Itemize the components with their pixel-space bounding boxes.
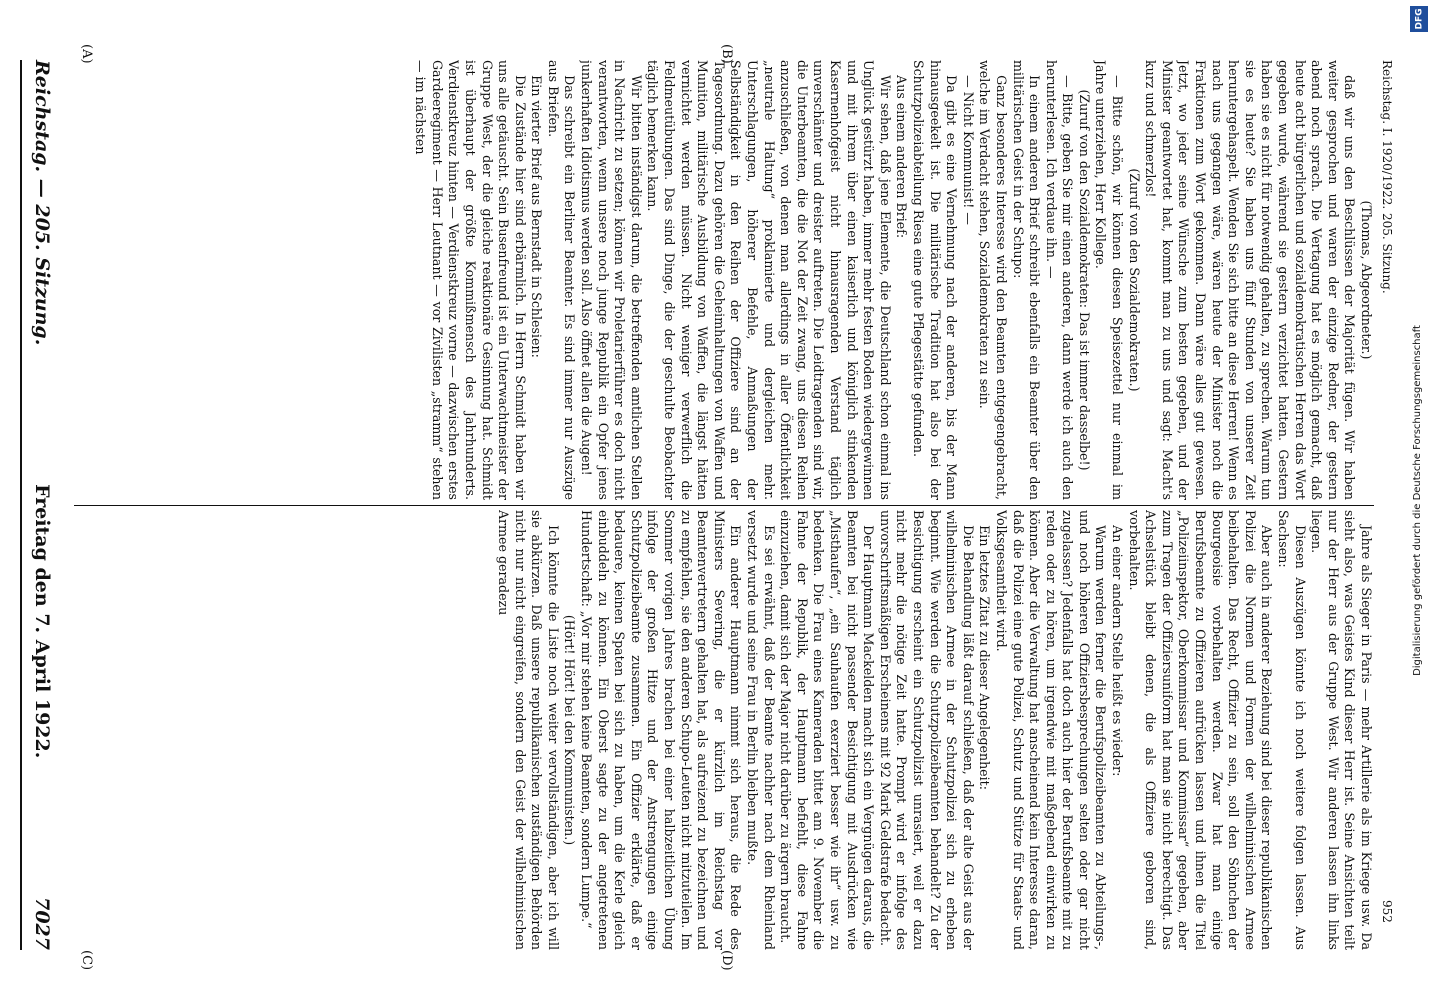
right-column: [74, 510, 1374, 950]
paragraph: (Hört! Hört! bei den Kommunisten.): [562, 614, 578, 846]
paragraph: Ein vierter Brief aus Bernstadt in Schlesien:: [529, 75, 545, 358]
paragraph: (Thomas, Abgeordneter.): [1359, 200, 1374, 360]
page-header: [20, 60, 62, 950]
paragraph: Diesen Auszügen könnte ich noch weitere folgen lassen. Aus Sachsen:: [1276, 510, 1308, 950]
paragraph: An einer andern Stelle heißt es wieder:: [1110, 525, 1126, 777]
paragraph: Es sei erwähnt, daß der Beamte nachher nach dem Rheinland versetzt wurde und seine Frau in Berlin bleiben mußte.: [745, 510, 777, 950]
header-date: Freitag den 7. April 1922.: [31, 484, 53, 759]
marker-c: (C): [79, 950, 94, 971]
paragraph: Aus einem anderen Brief:: [894, 75, 910, 239]
footer-page: 952: [1380, 900, 1394, 923]
paragraph: Aber auch in anderer Beziehung sind bei dieser republikanischen Polizei die Normen und Formen der wilhelminischen Armee beibehalten. Das Recht, Offizier zu sein, soll den Söhnchen der Bourgeoisie vorbehalten werden. Zwar hat man einige Berufsbeamte zu Offizieren aufrücken lassen und ihnen die Titel „Polizeiinspektor, Oberkommissar und Kommissar“ gegeben, aber zum Tragen der Offiziersuniform hat man sie nicht berechtigt. Das Achselstück bleibt denen, die als Offiziere geboren sind, vorbehalten.: [1126, 510, 1275, 950]
paragraph: Da gibt es eine Vernehmung nach der anderen, bis der Mann hinausgeekelt ist. Die militärische Tradition hat also bei der Schutzpolizeiabteilung Riesa eine gute Pflegestätte gefunden.: [910, 60, 960, 500]
paragraph: Ich könnte die Liste noch weiter vervollständigen, aber ich will sie abkürzen. Daß unsere republikanischen zuständigen Behörden nicht nur nicht eingreifen, sondern den Geist der wilhelminischen Armee geradezu: [496, 510, 561, 950]
paragraph: (Zuruf von den Sozialdemokraten: Das ist immer dasselbe!): [1076, 89, 1092, 471]
paragraph: Ganz besonderes Interesse wird den Beamten entgegengebracht, welche im Verdacht stehen, Sozialdemokraten zu sein.: [977, 60, 1009, 500]
paragraph: Warum werden ferner die Berufspolizeibeamten zu Abteilungs-, und noch höheren Offiziersbesprechungen selten oder gar nicht zugelassen? Jedenfalls hat doch auch hier der Berufsbeamte mit zu reden oder zu hören, um irgendwie mit maßgebend einwirken zu können. Aber die Verwaltung hat anscheinend kein Interesse daran, daß die Polizei eine gute Polizei, Schutz und Stütze für Staats- und Volksgesamtheit wird.: [993, 510, 1109, 950]
paragraph: Ein letztes Zitat zu dieser Angelegenheit:: [977, 525, 993, 790]
header-left: Reichstag. — 205. Sitzung.: [31, 60, 53, 346]
left-column: [74, 60, 1374, 500]
digitization-note: Digitalisierung gefördert durch die Deutsche Forschungsgemeinschaft: [1411, 324, 1423, 676]
paragraph: (Zuruf von den Sozialdemokraten.): [1126, 168, 1142, 392]
paragraph: daß wir uns den Beschlüssen der Majorität fügen. Wir haben weiter gesprochen und waren der einzige Redner, der gestern abend noch sprach. Die Vertagung hat es möglich gemacht, daß heute acht bürgerlichen und sozialdemokratischen Herren das Wort gegeben wurde, während sie gestern verzichtet hatten. Gestern haben sie es nicht für notwendig gehalten, zu sprechen. Warum tun sie es heute? Sie haben uns fünf Stunden von unserer Zeit heruntergehaspelt. Wenden Sie sich bitte an diese Herren! Wenn es nach uns gegangen wäre, wären heute der Minister noch die Fraktionen zum Wort gekommen. Dann wäre alles gut gewesen. Jetzt, wo jeder seine Wünsche zum besten gegeben, und der Minister geantwortet hat, kommt man zu uns und sagt: Macht's kurz und schmerzlos!: [1143, 60, 1358, 500]
footer-left: Reichstag. I. 1920/1922. 205. Sitzung.: [1380, 60, 1394, 294]
paragraph: — Nicht Kommunist! —: [960, 75, 976, 225]
paragraph: Wir bitten inständigst darum, die betreffenden amtlichen Stellen in Nachricht zu setzen; können wir Proletarierführer es doch nicht verantworten, wenn unsere noch junge Republik ein Opfer jenes junkerhaften Idiotismus werden soll. Also öffnet allen die Augen!: [579, 60, 644, 500]
column-divider: [74, 505, 1374, 506]
paragraph: — Bitte schön, wir können diesen Speisezettel nur einmal im Jahre unterziehen, Herr Kollege.: [1093, 60, 1126, 500]
paragraph: Die Behandlung läßt darauf schließen, daß der alte Geist aus der wilhelminischen Armee in der Schutzpolizei sich zu erheben beginnt. Wie werden die Schutzpolizeibeamten behandelt? Zu der Besichtigung erscheint ein Schutzpolizist unrasiert, weil er dazu nicht mehr die nötige Zeit hatte. Prompt wird er infolge des unvorschriftsmäßigen Erscheinens mit 92 Mark Geldstrafe bedacht.: [877, 510, 976, 950]
paragraph: Jahre als Sieger in Paris — mehr Artillerie als im Kriege usw. Da sieht also, was Geistes Kind dieser Herr ist. Seine Ansichten teilt nur der Herr aus der Gruppe West. Wir anderen lassen ihn links liegen.: [1309, 510, 1374, 950]
paragraph: Das schreibt ein Berliner Beamter. Es sind immer nur Auszüge aus Briefen.: [545, 60, 578, 500]
paragraph: Der Hauptmann Mackelden macht sich ein Vergnügen daraus, die Beamten bei nicht passender Besichtigung mit Ausdrücken wie „Misthaufen“, „ein Sauhaufen exerziert besser wie ihr“ usw. zu bedenken. Die Frau eines Kameraden bittet am 9. November die Fahne der Republik, der Hauptmann befiehlt, diese Fahne einzuziehen, damit sich der Major nicht darüber zu ärgern braucht.: [778, 510, 877, 950]
paragraph: Ein anderer Hauptmann nimmt sich heraus, die Rede des Ministers Severing, die er kürzlich im Reichstag vor Beamtenvertretern gehalten hat, als aufreizend zu bezeichnen und zu empfehlen, sie den anderen Schupo-Leuten nicht mitzuteilen. Im Sommer vorigen Jahres brachen bei einer halbzeitlichen Übung infolge der großen Hitze und der Anstrengungen einige Schutzpolizeibeamte zusammen. Ein Offizier erklärte, daß er bedauere, keinen Spaten bei sich zu haben, um die Kerle gleich einbuddeln zu können. Ein Oberst sagte zu der angetretenen Hundertschaft: „Vor mir stehen keine Beamten, sondern Lumpe.“: [579, 510, 744, 950]
marker-a: (A): [79, 44, 94, 64]
marker-d: (D): [719, 950, 734, 971]
page-number: 7027: [31, 897, 53, 950]
paragraph: Wir sehen, daß jene Elemente, die Deutschland schon einmal ins Unglück gestürzt haben, immer mehr festen Boden wiedergewinnen und mit ihrem über einen kaiserlich und königlich stinkenden Kasernenhofgeist nicht hinausragenden Verstand täglich unverschämter und dreister auftreten. Die Leidtragenden sind wir, die Unterbeamten, die die Not der Zeit zwang, uns diesen Reihen anzuschließen, von denen man allerdings in aller Öffentlichkeit „neutrale Haltung“ proklamierte und dergleichen mehr. Unterschlagungen, höherer Befehle, Anmaßungen der Selbständigkeit in den Reihen der Offiziere sind an der Tagesordnung. Dazu gehören die Geheimhaltungen von Waffen und Munition, militärische Ausbildung von Waffen, die längst hätten vernichtet werden müssen. Nicht weniger verwerflich die Feldmeutübungen. Das sind Dinge, die der geschulte Beobachter täglich bemerken kann.: [645, 60, 893, 500]
paragraph: Die Zustände hier sind erbärmlich. In Herrn Schmidt haben wir uns alle getäuscht. Sein Busenfreund ist ein Unterwachtmeister der Gruppe West, der die gleiche reaktionäre Gesinnung hat. Schmidt ist überhaupt der größte Kommißmensch des Jahrhunderts. Verdienstkreuz hinten — Verdienstkreuz vorne — dazwischen erstes Gardeeregiment — Herr Leutnant — vor Zivilisten „stramm“ stehen — im nächsten: [413, 60, 528, 500]
dfg-logo: DFG: [1410, 6, 1428, 32]
paragraph: In einem anderen Brief schreibt ebenfalls ein Beamter über den militärischen Geist in der Schupo:: [1010, 60, 1043, 500]
marker-b: (B): [719, 44, 734, 64]
paragraph: — Bitte, geben Sie mir einen anderen, dann werde ich auch den herunterlesen. Ich verdaue ihn. —: [1043, 60, 1076, 500]
